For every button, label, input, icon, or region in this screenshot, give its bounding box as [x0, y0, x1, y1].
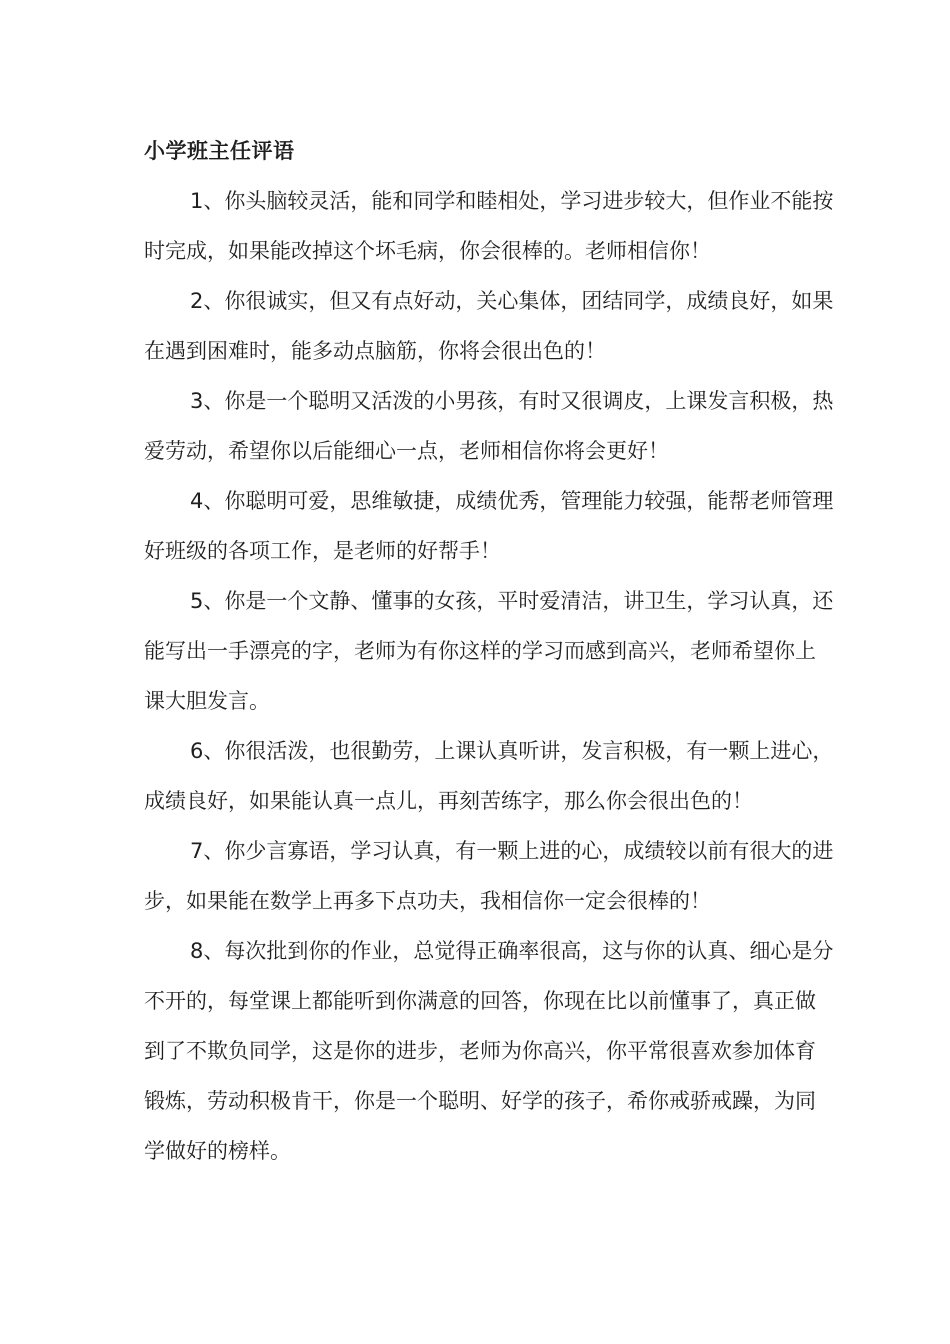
- comment-paragraph-4: 4、你聪明可爱，思维敏捷，成绩优秀，管理能力较强，能帮老师管理好班级的各项工作，是老师的好帮手！: [144, 489, 834, 563]
- comment-paragraph-3: 3、你是一个聪明又活泼的小男孩，有时又很调皮，上课发言积极，热爱劳动，希望你以后能细心一点，老师相信你将会更好！: [144, 389, 834, 463]
- comment-paragraph-1: 1、你头脑较灵活，能和同学和睦相处，学习进步较大，但作业不能按时完成，如果能改掉这个坏毛病，你会很棒的。老师相信你！: [144, 189, 834, 263]
- comment-paragraph-5: 5、你是一个文静、懂事的女孩，平时爱清洁，讲卫生，学习认真，还能写出一手漂亮的字，老师为有你这样的学习而感到高兴，老师希望你上课大胆发言。: [144, 589, 834, 713]
- comment-paragraph-2: 2、你很诚实，但又有点好动，关心集体，团结同学，成绩良好，如果在遇到困难时，能多动点脑筋，你将会很出色的！: [144, 289, 834, 363]
- comment-paragraph-7: 7、你少言寡语，学习认真，有一颗上进的心，成绩较以前有很大的进步，如果能在数学上再多下点功夫，我相信你一定会很棒的！: [144, 839, 834, 913]
- comment-paragraph-6: 6、你很活泼，也很勤劳，上课认真听讲，发言积极，有一颗上进心，成绩良好，如果能认真一点儿，再刻苦练字，那么你会很出色的！: [144, 739, 834, 813]
- document-content: [144, 126, 834, 1176]
- comment-paragraph-8: 8、每次批到你的作业，总觉得正确率很高，这与你的认真、细心是分不开的，每堂课上都能听到你满意的回答，你现在比以前懂事了，真正做到了不欺负同学，这是你的进步，老师为你高兴，你平常很喜欢参加体育锻炼，劳动积极肯干，你是一个聪明、好学的孩子，希你戒骄戒躁，为同学做好的榜样。: [144, 939, 834, 1163]
- document-title: 小学班主任评语: [144, 139, 295, 163]
